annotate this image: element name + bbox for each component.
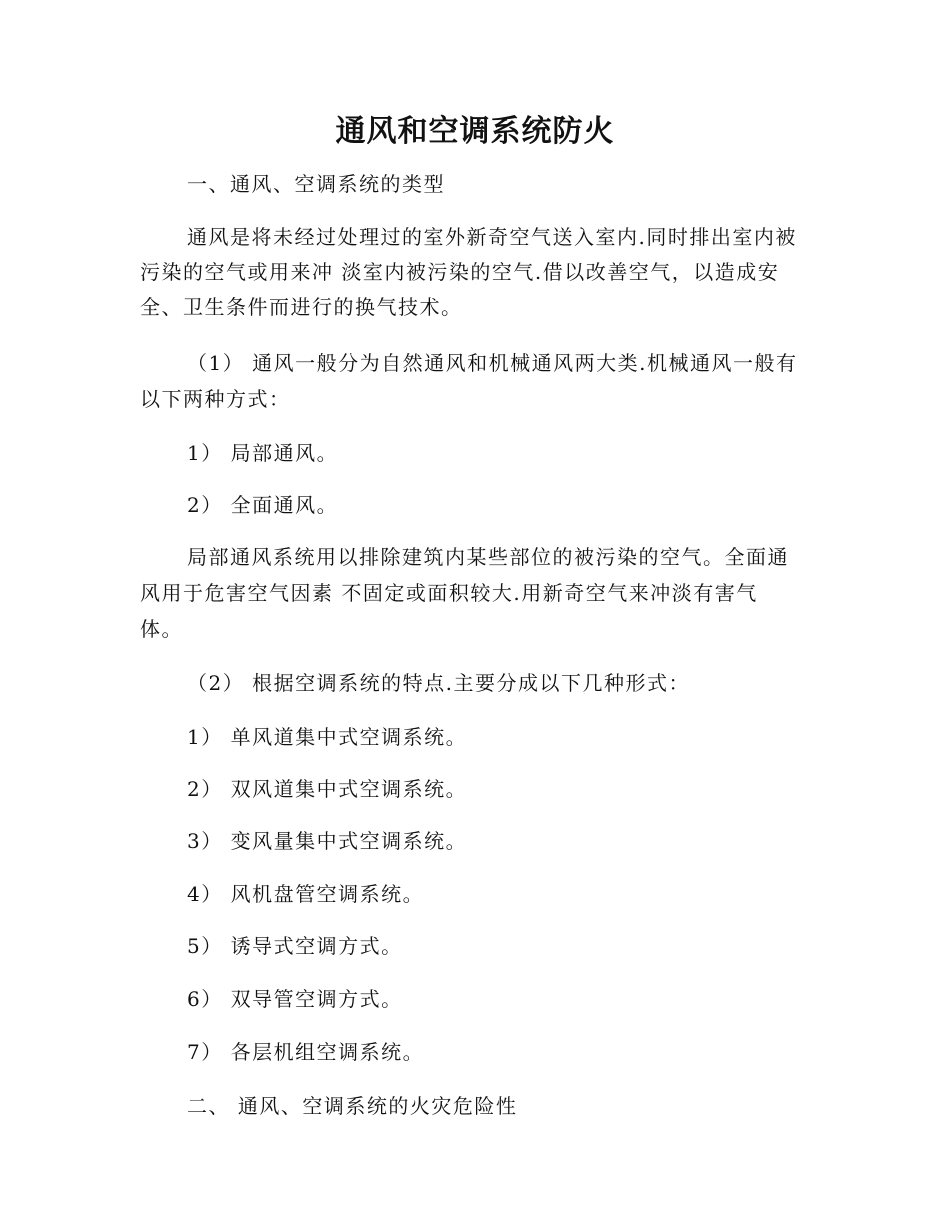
list-item: 3） 变风量集中式空调系统。 [187,829,468,853]
list-item: 2） 双风道集中式空调系统。 [187,777,468,801]
list-item: 1） 单风道集中式空调系统。 [187,725,468,749]
paragraph-2-line-1: （1） 通风一般分为自然通风和机械通风两大类.机械通风一般有 [187,351,798,375]
list-item: 1） 局部通风。 [187,441,339,465]
list-item: 6） 双导管空调方式。 [187,987,403,1011]
page-title: 通风和空调系统防火 [335,114,615,149]
list-item: 2） 全面通风。 [187,493,339,517]
paragraph-1-line-1: 通风是将未经过处理过的室外新奇空气送入室内.同时排出室内被 [187,225,797,249]
section-heading-2: 二、 通风、空调系统的火灾危险性 [187,1094,518,1118]
paragraph-1-line-3: 全、卫生条件而进行的换气技术。 [140,295,463,319]
section-heading-1: 一、通风、空调系统的类型 [187,172,445,196]
list-item: 4） 风机盘管空调系统。 [187,882,425,906]
paragraph-2-line-2: 以下两种方式： [140,387,291,411]
paragraph-3-line-1: 局部通风系统用以排除建筑内某些部位的被污染的空气。全面通 [187,545,789,569]
paragraph-4: （2） 根据空调系统的特点.主要分成以下几种形式： [187,671,690,695]
list-item: 5） 诱导式空调方式。 [187,934,403,958]
paragraph-1-line-2: 污染的空气或用来冲 淡室内被污染的空气.借以改善空气，以造成安 [140,260,780,284]
paragraph-3-line-3: 体。 [140,617,183,641]
paragraph-3-line-2: 风用于危害空气因素 不固定或面积较大.用新奇空气来冲淡有害气 [140,581,758,605]
list-item: 7） 各层机组空调系统。 [187,1040,425,1064]
